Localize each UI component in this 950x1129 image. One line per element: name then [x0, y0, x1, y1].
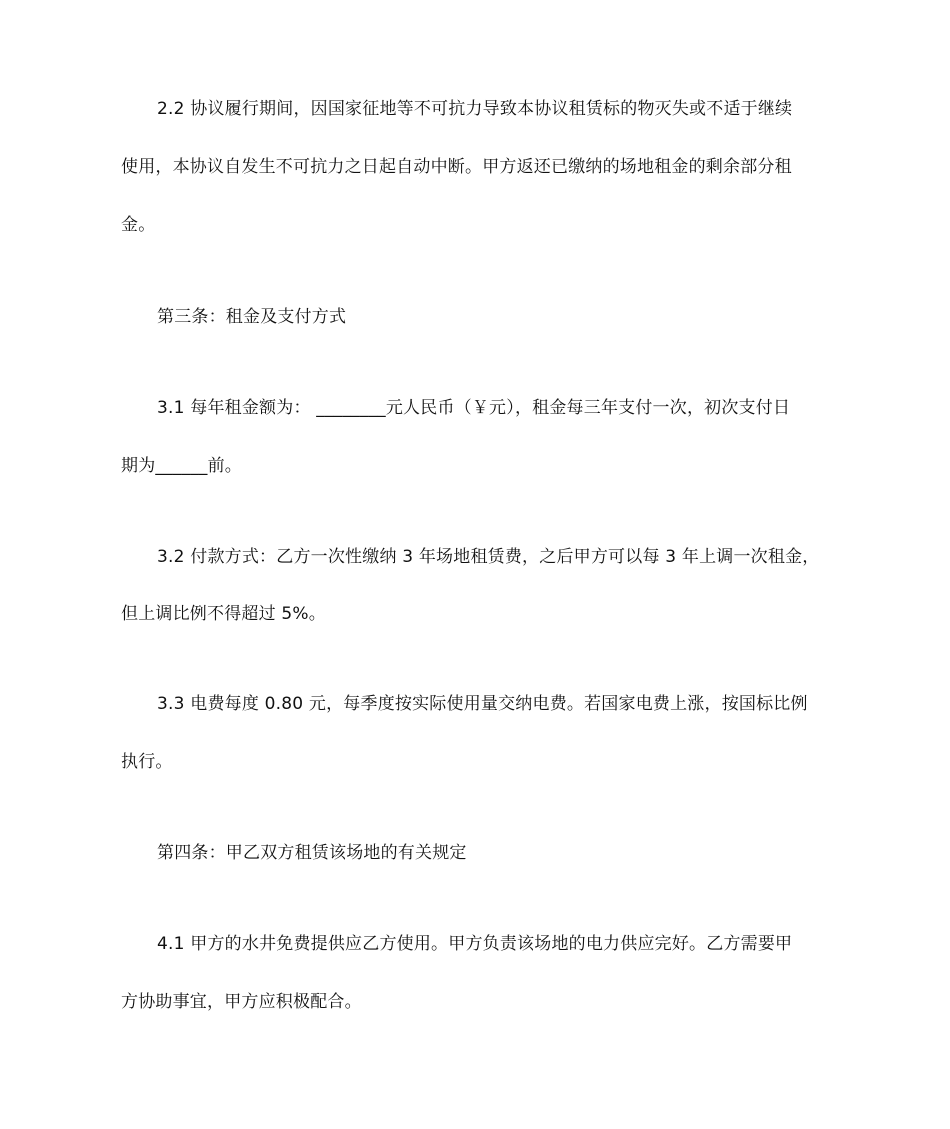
article-4-heading: 第四条：甲乙双方租赁该场地的有关规定	[157, 843, 467, 863]
clause-4-1-line-2: 方协助事宜，甲方应积极配合。	[121, 992, 362, 1012]
clause-3-2-line-2: 但上调比例不得超过 5%。	[121, 604, 326, 624]
clause-2-2-line-1: 2.2 协议履行期间，因国家征地等不可抗力导致本协议租赁标的物灭失或不适于继续	[157, 99, 793, 119]
clause-2-2-line-2: 使用，本协议自发生不可抗力之日起自动中断。甲方返还已缴纳的场地租金的剩余部分租	[121, 157, 792, 177]
article-3-heading: 第三条：租金及支付方式	[157, 307, 347, 327]
clause-3-3-line-1: 3.3 电费每度 0.80 元，每季度按实际使用量交纳电费。若国家电费上涨，按国标比例	[157, 694, 808, 714]
clause-3-1-line-1: 3.1 每年租金额为： ________元人民币（￥元），租金每三年支付一次，初次支付日	[157, 398, 791, 418]
clause-3-3-line-2: 执行。	[121, 752, 173, 772]
clause-2-2-line-3: 金。	[121, 215, 156, 235]
clause-3-1-line-2: 期为______前。	[121, 456, 242, 476]
clause-3-2-line-1: 3.2 付款方式：乙方一次性缴纳 3 年场地租赁费，之后甲方可以每 3 年上调一次租金，	[157, 547, 820, 567]
clause-4-1-line-1: 4.1 甲方的水井免费提供应乙方使用。甲方负责该场地的电力供应完好。乙方需要甲	[157, 934, 793, 954]
